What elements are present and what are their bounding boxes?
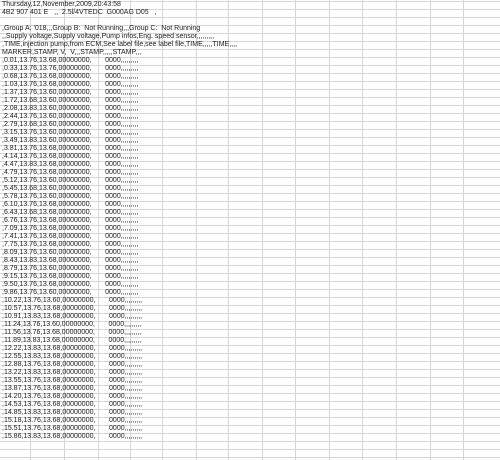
sheet-row — [0, 137, 500, 145]
sheet-row — [0, 265, 500, 273]
sheet-row — [0, 57, 500, 65]
sheet-row — [0, 249, 500, 257]
sheet-row — [0, 129, 500, 137]
sheet-row — [0, 193, 500, 201]
cell-a[interactable]: ,6.76,13.76,13.68,00000000, 0000,,,,,,,,, — [2, 217, 139, 224]
cell-a[interactable]: ,12.88,13.76,13.68,00000000, 0000,,,,,,,,, — [2, 361, 143, 368]
cell-a[interactable]: ,8.09,13.76,13.60,00000000, 0000,,,,,,,,, — [2, 249, 139, 256]
sheet-row — [0, 169, 500, 177]
sheet-row — [0, 81, 500, 89]
cell-a[interactable]: MARKER,STAMP, V, V,,,STAMP,,,,,STAMP,,, — [2, 49, 142, 56]
sheet-row — [0, 209, 500, 217]
sheet-row — [0, 41, 500, 49]
cell-a[interactable]: ,5.12,13.76,13.60,00000000, 0000,,,,,,,,, — [2, 177, 139, 184]
cell-a[interactable]: ,10.91,13.83,13.68,00000000, 0000,,,,,,,,, — [2, 313, 143, 320]
sheet-row — [0, 377, 500, 385]
cell-a[interactable]: ,1.72,13.68,13.60,00000000, 0000,,,,,,,,, — [2, 97, 139, 104]
sheet-row — [0, 89, 500, 97]
sheet-row — [0, 161, 500, 169]
cell-a[interactable]: ,14.53,13.76,13.68,00000000, 0000,,,,,,,,, — [2, 401, 143, 408]
cell-a[interactable]: ,4.47,13.83,13.68,00000000, 0000,,,,,,,,, — [2, 161, 139, 168]
sheet-row — [0, 25, 500, 33]
cell-a[interactable]: ,11.24,13.76,13.60,00000000, 0000,,,,,,,,, — [2, 321, 142, 328]
sheet-row — [0, 297, 500, 305]
cell-a[interactable]: ,7.09,13.76,13.68,00000000, 0000,,,,,,,,, — [2, 225, 139, 232]
sheet-row — [0, 233, 500, 241]
cell-a[interactable]: ,7.75,13.76,13.68,00000000, 0000,,,,,,,,, — [2, 241, 139, 248]
sheet-row — [0, 385, 500, 393]
cell-a[interactable]: ,14.20,13.76,13.68,00000000, 0000,,,,,,,,, — [2, 393, 143, 400]
sheet-row — [0, 33, 500, 41]
cell-a[interactable]: ,7.41,13.76,13.68,00000000, 0000,,,,,,,,, — [2, 233, 139, 240]
cell-a[interactable]: ,2.08,13.83,13.60,00000000, 0000,,,,,,,,, — [2, 105, 139, 112]
cell-a[interactable]: ,15.51,13.76,13.68,00000000, 0000,,,,,,,,, — [2, 425, 143, 432]
sheet-row — [0, 329, 500, 337]
sheet-row — [0, 49, 500, 57]
sheet-row — [0, 281, 500, 289]
sheet-row — [0, 65, 500, 73]
sheet-row — [0, 417, 500, 425]
cell-a[interactable]: ,2.79,13.68,13.60,00000000, 0000,,,,,,,,, — [2, 121, 139, 128]
sheet-row — [0, 97, 500, 105]
sheet-row — [0, 289, 500, 297]
cell-a[interactable]: ,9.50,13.76,13.68,00000000, 0000,,,,,,,,, — [2, 281, 139, 288]
sheet-row — [0, 369, 500, 377]
cell-a[interactable]: ,10.57,13.76,13.68,00000000, 0000,,,,,,,,, — [2, 305, 143, 312]
sheet-row — [0, 121, 500, 129]
cell-a[interactable]: ,8.43,13.83,13.68,00000000, 0000,,,,,,,,, — [2, 257, 139, 264]
cell-a[interactable]: ,4.79,13.76,13.68,00000000, 0000,,,,,,,,, — [2, 169, 139, 176]
cell-a[interactable]: ,5.78,13.76,13.60,00000000, 0000,,,,,,,,, — [2, 193, 139, 200]
sheet-row — [0, 1, 500, 9]
sheet-row — [0, 113, 500, 121]
cell-a[interactable]: ,2.44,13.76,13.60,00000000, 0000,,,,,,,,, — [2, 113, 139, 120]
cell-a[interactable]: ,10.22,13.76,13.60,00000000, 0000,,,,,,,,, — [2, 297, 143, 304]
cell-a[interactable]: ,12.55,13.83,13.68,00000000, 0000,,,,,,,,, — [2, 353, 143, 360]
cell-a[interactable]: ,13.87,13.76,13.68,00000000, 0000,,,,,,,,, — [2, 385, 143, 392]
cell-a[interactable]: ,TIME,injection pump,from ECM,See label file,see label file,TIME,,,,,TIME,,,, — [2, 41, 237, 48]
cell-a[interactable]: ,15.86,13.83,13.68,00000000, 0000,,,,,,,,, — [2, 433, 143, 440]
cell-a[interactable]: 4B2 907 401 E ,, 2.5l/4VTEDC G000AG D05 , — [2, 9, 157, 16]
sheet-row — [0, 305, 500, 313]
cell-a[interactable]: ,12.22,13.83,13.68,00000000, 0000,,,,,,,,, — [2, 345, 143, 352]
sheet-row — [0, 337, 500, 345]
sheet-row — [0, 201, 500, 209]
cell-a[interactable]: ,4.14,13.76,13.68,00000000, 0000,,,,,,,,, — [2, 153, 139, 160]
cell-a[interactable]: ,6.10,13.76,13.68,00000000, 0000,,,,,,,,, — [2, 201, 139, 208]
cell-a[interactable]: ,8.79,13.76,13.60,00000000, 0000,,,,,,,,, — [2, 265, 139, 272]
sheet-row — [0, 257, 500, 265]
sheet-row — [0, 345, 500, 353]
sheet-row — [0, 361, 500, 369]
sheet-row — [0, 409, 500, 417]
cell-a[interactable]: ,5.45,13.68,13.60,00000000, 0000,,,,,,,,, — [2, 185, 139, 192]
cell-a[interactable]: ,,Supply voltage,Supply voltage,Pump infos,Eng. speed sensor,,,,,,,,, — [2, 33, 215, 40]
sheet-row — [0, 105, 500, 113]
cell-a[interactable]: ,Group A: '018,,,Group B: Not Running,,,Group C: Not Running — [2, 25, 201, 32]
sheet-row — [0, 401, 500, 409]
sheet-row — [0, 433, 500, 441]
cell-a[interactable]: ,11.56,13.76,13.68,00000000, 0000,,,,,,,,, — [2, 329, 142, 336]
cell-a[interactable]: ,0.01,13.76,13.68,00000000, 0000,,,,,,,,, — [2, 57, 139, 64]
cell-a[interactable]: ,0.33,13.76,13.76,00000000, 0000,,,,,,,,, — [2, 65, 139, 72]
sheet-row — [0, 225, 500, 233]
cell-a[interactable]: ,1.03,13.76,13.68,00000000, 0000,,,,,,,,, — [2, 81, 139, 88]
sheet-row — [0, 393, 500, 401]
cell-a[interactable]: ,13.22,13.83,13.68,00000000, 0000,,,,,,,,, — [2, 369, 143, 376]
cell-a[interactable]: ,3.49,13.83,13.60,00000000, 0000,,,,,,,,, — [2, 137, 139, 144]
cell-a[interactable]: ,1.37,13.76,13.60,00000000, 0000,,,,,,,,, — [2, 89, 139, 96]
sheet-row — [0, 177, 500, 185]
sheet-row — [0, 313, 500, 321]
cell-a[interactable]: Thursday,12,November,2009,20:43:58 — [2, 1, 121, 8]
sheet-row — [0, 241, 500, 249]
sheet-row — [0, 217, 500, 225]
cell-a[interactable]: ,9.86,13.76,13.60,00000000, 0000,,,,,,,,, — [2, 289, 139, 296]
cell-a[interactable]: ,9.15,13.76,13.68,00000000, 0000,,,,,,,,, — [2, 273, 139, 280]
sheet-row — [0, 153, 500, 161]
cell-a[interactable]: ,13.55,13.76,13.68,00000000, 0000,,,,,,,,, — [2, 377, 143, 384]
sheet-row — [0, 353, 500, 361]
cell-a[interactable]: ,6.43,13.68,13.68,00000000, 0000,,,,,,,,, — [2, 209, 139, 216]
cell-a[interactable]: ,0.68,13.76,13.68,00000000, 0000,,,,,,,,, — [2, 73, 139, 80]
sheet-row — [0, 185, 500, 193]
cell-a[interactable]: ,3.81,13.76,13.68,00000000, 0000,,,,,,,,, — [2, 145, 139, 152]
cell-a[interactable]: ,14.85,13.83,13.68,00000000, 0000,,,,,,,,, — [2, 409, 143, 416]
sheet-row — [0, 17, 500, 25]
sheet-row — [0, 73, 500, 81]
cell-a[interactable]: ,15.18,13.76,13.68,00000000, 0000,,,,,,,,, — [2, 417, 143, 424]
sheet-row — [0, 9, 500, 17]
sheet-row — [0, 425, 500, 433]
sheet-row — [0, 321, 500, 329]
sheet-row — [0, 273, 500, 281]
cell-a[interactable]: ,3.15,13.76,13.60,00000000, 0000,,,,,,,,, — [2, 129, 139, 136]
sheet-row — [0, 145, 500, 153]
cell-a[interactable]: ,11.89,13.83,13.68,00000000, 0000,,,,,,,,, — [2, 337, 142, 344]
